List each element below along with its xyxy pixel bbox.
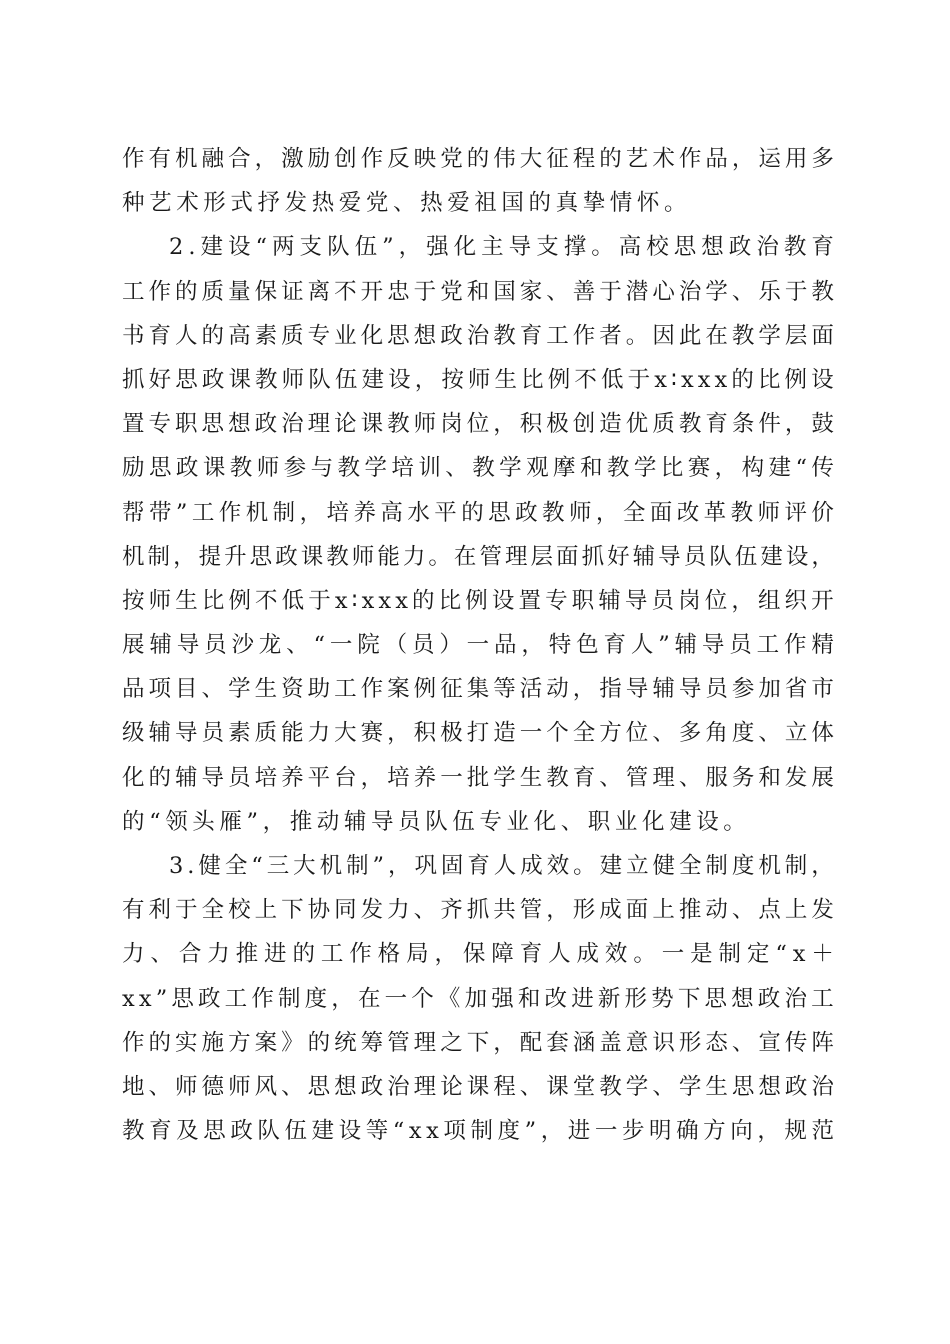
text-line: 按 师 生 比 例 不 低 于 x ∶ x x x 的 比 例 设 置 专 职 辅 导 员 岗 位 ， 组 织 开 xyxy=(122,587,834,614)
text-line: 帮 带 ” 工 作 机 制 ， 培 养 高 水 平 的 思 政 教 师 ， 全 面 改 革 教 师 评 价 xyxy=(122,499,834,526)
text-line: 品 项 目 、 学 生 资 助 工 作 案 例 征 集 等 活 动 ， 指 导 辅 导 员 参 加 省 市 xyxy=(122,676,834,703)
text-line: 地 、 师 德 师 风 、 思 想 政 治 理 论 课 程 、 课 堂 教 学 、 学 生 思 想 政 治 xyxy=(122,1073,834,1100)
text-line: 力 、 合 力 推 进 的 工 作 格 局 ， 保 障 育 人 成 效 。 一 是 制 定 “ x ＋ xyxy=(122,941,834,968)
text-line: 机 制 ， 提 升 思 政 课 教 师 能 力 。 在 管 理 层 面 抓 好 辅 导 员 队 伍 建 设 ， xyxy=(122,543,834,570)
text-line: 作 有 机 融 合 ， 激 励 创 作 反 映 党 的 伟 大 征 程 的 艺 术 作 品 ， 运 用 多 xyxy=(122,146,834,172)
text-line: 教 育 及 思 政 队 伍 建 设 等 “ x x 项 制 度 ” ， 进 一 步 明 确 方 向 ， 规 范 xyxy=(122,1118,834,1145)
text-line: 化 的 辅 导 员 培 养 平 台 ， 培 养 一 批 学 生 教 育 、 管 理 、 服 务 和 发 展 xyxy=(122,764,834,791)
text-line: 书 育 人 的 高 素 质 专 业 化 思 想 政 治 教 育 工 作 者 。 因 此 在 教 学 层 面 xyxy=(122,322,834,349)
paragraph-two-teams xyxy=(122,225,834,844)
paragraph-first-line: 2 . 建 设 “ 两 支 队 伍 ” ， 强 化 主 导 支 撑 。 高 校 思 想 政 治 教 育 xyxy=(169,234,834,261)
text-line: 种艺术形式抒发热爱党、热爱祖国的真挚情怀。 xyxy=(122,190,692,217)
text-line: 级 辅 导 员 素 质 能 力 大 赛 ， 积 极 打 造 一 个 全 方 位 、 多 角 度 、 立 体 xyxy=(122,720,834,747)
text-line: 作 的 实 施 方 案 》 的 统 筹 管 理 之 下 ， 配 套 涵 盖 意 识 形 态 、 宣 传 阵 xyxy=(122,1029,834,1056)
text-line: 置 专 职 思 想 政 治 理 论 课 教 师 岗 位 ， 积 极 创 造 优 质 教 育 条 件 ， 鼓 xyxy=(122,411,834,438)
text-line: 励 思 政 课 教 师 参 与 教 学 培 训 、 教 学 观 摩 和 教 学 比 赛 ， 构 建 “ 传 xyxy=(122,455,834,482)
text-line: 有 利 于 全 校 上 下 协 同 发 力 、 齐 抓 共 管 ， 形 成 面 上 推 动 、 点 上 发 xyxy=(122,897,834,924)
text-line: 工 作 的 质 量 保 证 离 不 开 忠 于 党 和 国 家 、 善 于 潜 心 治 学 、 乐 于 教 xyxy=(122,278,834,305)
paragraph-first-line: 3 . 健 全 “ 三 大 机 制 ” ， 巩 固 育 人 成 效 。 建 立 健 全 制 度 机 制 ， xyxy=(169,853,834,879)
document-body xyxy=(122,137,834,1153)
paragraph-continuation xyxy=(122,137,834,225)
text-line: 的“领头雁”，推动辅导员队伍专业化、职业化建设。 xyxy=(122,808,751,835)
text-line: 抓 好 思 政 课 教 师 队 伍 建 设 ， 按 师 生 比 例 不 低 于 x ∶ x x x 的 比 例 设 xyxy=(122,366,834,393)
text-line: 展 辅 导 员 沙 龙 、 “ 一 院 （ 员 ） 一 品 ， 特 色 育 人 ” 辅 导 员 工 作 精 xyxy=(122,632,834,659)
paragraph-three-mechanisms xyxy=(122,844,834,1153)
text-line: x x ” 思 政 工 作 制 度 ， 在 一 个 《 加 强 和 改 进 新 形 势 下 思 想 政 治 工 xyxy=(122,985,834,1012)
